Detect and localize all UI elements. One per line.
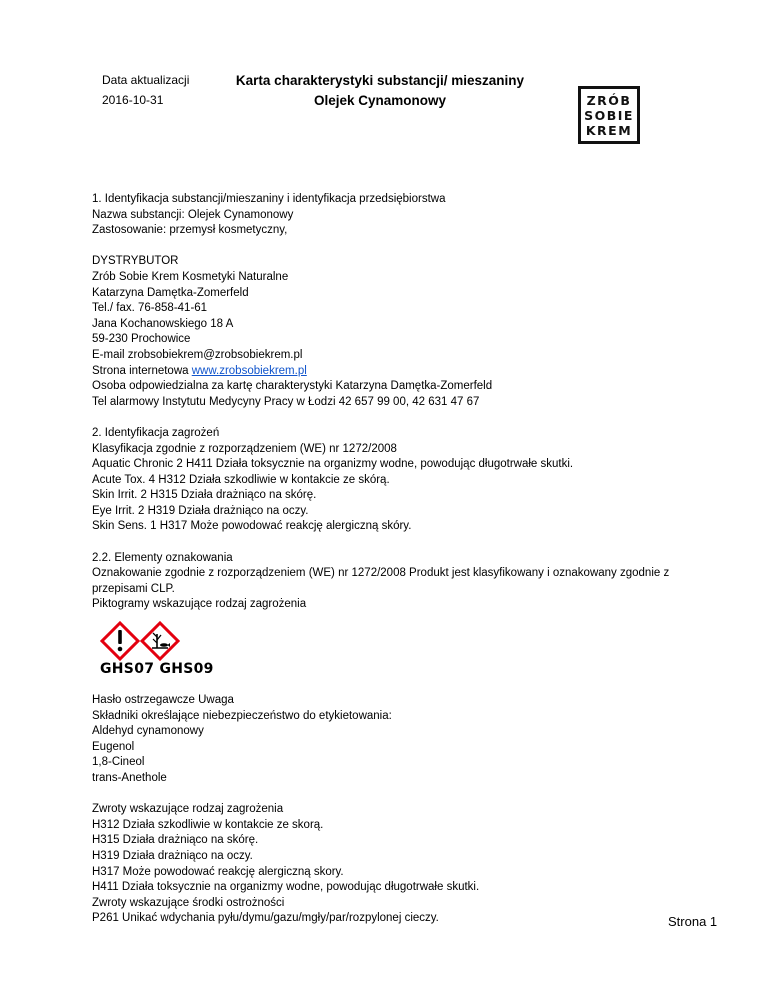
h-statement: H319 Działa drażniąco na oczy. bbox=[92, 849, 253, 862]
p-statements-heading: Zwroty wskazujące środki ostrożności bbox=[92, 896, 285, 909]
ghs-codes: GHS07 GHS09 bbox=[100, 661, 214, 678]
distributor-heading: DYSTRYBUTOR bbox=[92, 255, 179, 268]
document-title-line2: Olejek Cynamonowy bbox=[313, 93, 447, 108]
responsible-person: Osoba odpowiedzialna za kartę charakterystyki Katarzyna Damętka-Zomerfeld bbox=[92, 380, 493, 393]
document-title bbox=[200, 71, 560, 111]
update-date-value: 2016-10-31 bbox=[102, 93, 164, 107]
update-date-block bbox=[102, 70, 189, 110]
logo-line-1: ZRÓB bbox=[586, 92, 632, 108]
website-link[interactable]: www.zrobsobiekrem.pl bbox=[191, 364, 307, 377]
distributor-email: E-mail zrobsobiekrem@zrobsobiekrem.pl bbox=[92, 348, 303, 361]
h-statement: H312 Działa szkodliwie w kontakcie ze skorą. bbox=[92, 818, 324, 831]
pictograms-label: Piktogramy wskazujące rodzaj zagrożenia bbox=[92, 598, 307, 611]
section1-heading: 1. Identyfikacja substancji/mieszaniny i identyfikacja przedsiębiorstwa bbox=[92, 193, 446, 205]
section22-heading: 2.2. Elementy oznakowania bbox=[92, 551, 233, 564]
document-title-line1: Karta charakterystyki substancji/ mieszaniny bbox=[235, 73, 525, 88]
distributor-street: Jana Kochanowskiego 18 A bbox=[92, 317, 234, 330]
document-body bbox=[92, 192, 692, 927]
component-item: 1,8-Cineol bbox=[92, 756, 145, 769]
distributor-website bbox=[92, 364, 692, 380]
page-number: Strona 1 bbox=[668, 914, 718, 929]
environment-hazard-icon bbox=[142, 623, 178, 659]
logo-line-3: KREM bbox=[585, 122, 633, 138]
distributor-owner: Katarzyna Damętka-Zomerfeld bbox=[92, 286, 249, 299]
hazard-line: Eye Irrit. 2 H319 Działa drażniąco na oczy. bbox=[92, 504, 309, 517]
component-item: Eugenol bbox=[92, 740, 135, 753]
substance-name: Nazwa substancji: Olejek Cynamonowy bbox=[92, 208, 294, 221]
distributor-city: 59-230 Prochowice bbox=[92, 333, 191, 346]
h-statement: H411 Działa toksycznie na organizmy wodne, powodując długotrwałe skutki. bbox=[92, 881, 480, 894]
website-label: Strona internetowa bbox=[92, 364, 192, 377]
classification-line: Klasyfikacja zgodnie z rozporządzeniem (WE) nr 1272/2008 bbox=[92, 442, 397, 455]
substance-usage: Zastosowanie: przemysł kosmetyczny, bbox=[92, 224, 288, 237]
h-statements-heading: Zwroty wskazujące rodzaj zagrożenia bbox=[92, 803, 284, 816]
emergency-phone: Tel alarmowy Instytutu Medycyny Pracy w Łodzi 42 657 99 00, 42 631 47 67 bbox=[92, 395, 480, 408]
brand-logo bbox=[578, 86, 640, 144]
h-statement: H315 Działa drażniąco na skórę. bbox=[92, 834, 259, 847]
ghs-pictograms bbox=[92, 621, 692, 683]
signal-word: Hasło ostrzegawcze Uwaga bbox=[92, 694, 234, 707]
components-heading: Składniki określające niebezpieczeństwo do etykietowania: bbox=[92, 709, 392, 722]
hazard-line: Acute Tox. 4 H312 Działa szkodliwie w kontakcie ze skórą. bbox=[92, 473, 390, 486]
distributor-company: Zrób Sobie Krem Kosmetyki Naturalne bbox=[92, 270, 289, 283]
labeling-paragraph: Oznakowanie zgodnie z rozporządzeniem (WE) nr 1272/2008 Produkt jest klasyfikowany i oznakowany zgodnie z przepisami CLP. bbox=[92, 567, 670, 595]
p-statement: P261 Unikać wdychania pyłu/dymu/gazu/mgły/par/rozpylonej cieczy. bbox=[92, 912, 439, 925]
hazard-line: Skin Irrit. 2 H315 Działa drażniąco na skórę. bbox=[92, 489, 317, 502]
hazard-line: Skin Sens. 1 H317 Może powodować reakcję alergiczną skóry. bbox=[92, 520, 412, 533]
component-item: Aldehyd cynamonowy bbox=[92, 725, 204, 738]
hazard-line: Aquatic Chronic 2 H411 Działa toksycznie na organizmy wodne, powodując długotrwałe skutki. bbox=[92, 458, 574, 471]
logo-line-2: SOBIE bbox=[584, 107, 634, 123]
ghs-pictogram-graphics bbox=[100, 621, 212, 661]
exclamation-hazard-icon bbox=[102, 623, 138, 659]
section2-heading: 2. Identyfikacja zagrożeń bbox=[92, 426, 220, 439]
component-item: trans-Anethole bbox=[92, 772, 167, 784]
distributor-phone: Tel./ fax. 76-858-41-61 bbox=[92, 302, 208, 315]
h-statement: H317 Może powodować reakcję alergiczną skory. bbox=[92, 865, 344, 878]
update-date-label: Data aktualizacji bbox=[102, 73, 190, 87]
